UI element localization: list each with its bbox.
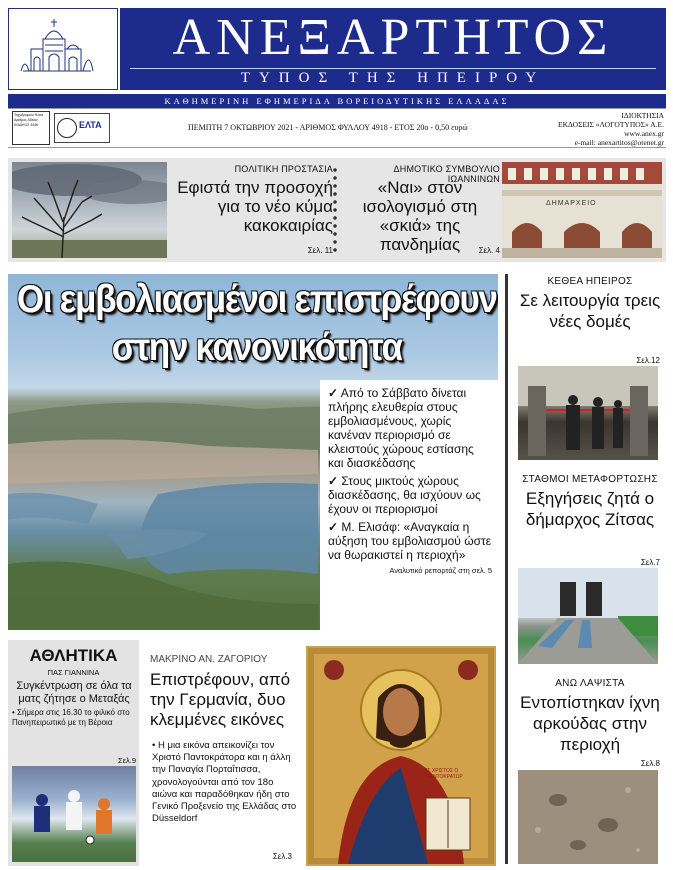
- story-summary: • Σήμερα στις 16.30 το φιλικό στο Πανηπειρωτικό με τη Βέροια: [12, 708, 130, 727]
- elta-stamp: [54, 113, 110, 143]
- story-kicker: ΣΤΑΘΜΟΙ ΜΕΤΑΦΟΡΤΩΣΗΣ: [522, 474, 658, 485]
- lead-story: [8, 274, 498, 630]
- stormy-sky-photo: [12, 162, 167, 258]
- sports-box: [8, 640, 139, 866]
- column-divider: [505, 274, 508, 864]
- story-headline[interactable]: Σε λειτουργία τρεις νέες δομές: [519, 291, 661, 331]
- top-stories-strip: [8, 158, 666, 262]
- story-kicker: ΜΑΚΡΙΝΟ ΑΝ. ΖΑΓΟΡΙΟΥ: [150, 654, 268, 665]
- masthead-rule: [130, 68, 656, 69]
- publisher-line: ΕΚΔΟΣΕΙΣ «ΛΟΓΟΤΥΠΟΣ» Α.Ε.: [558, 120, 664, 129]
- elta-label: ΕΛΤΑ: [79, 120, 102, 130]
- info-bar: [8, 108, 666, 148]
- story-kicker: ΑΝΩ ΛΑΨΙΣΤΑ: [555, 678, 625, 689]
- image-sign-text: ΔΗΜΑΡΧΕΙΟ: [546, 200, 597, 207]
- check-icon: ✓: [328, 386, 339, 400]
- story-kicker: ΔΗΜΟΤΙΚΟ ΣΥΜΒΟΥΛΙΟ ΙΩΑΝΝΙΝΩΝ: [393, 164, 500, 184]
- page-ref: Σελ.8: [640, 759, 660, 768]
- website-link[interactable]: www.anex.gr: [624, 129, 664, 138]
- christ-pantocrator-icon: [306, 646, 496, 866]
- story-headline[interactable]: Επιστρέφουν, από την Γερμανία, δυο κλεμμένες εικόνες: [150, 670, 291, 729]
- lead-bullets-box: [320, 380, 498, 630]
- page-ref: Σελ. 4: [478, 246, 500, 255]
- story-headline[interactable]: Εξηγήσεις ζητά ο δήμαρχος Ζίτσας: [525, 489, 655, 529]
- publisher-info: [478, 111, 664, 147]
- story-summary: • Η μια εικόνα απεικονίζει τον Χριστό Παντοκράτορα και η άλλη την Παναγία Πορταΐτισσα, χρονολογούνται από τον 18ο αιώνα και παραδόθηκαν ήδη στο Γενικό Προξενείο της Ελλάδας στο Düsseldorf: [152, 740, 297, 825]
- page-ref: Σελ.12: [636, 356, 660, 365]
- stamp-circle-icon: [57, 118, 77, 138]
- page-ref: Σελ. 11: [307, 246, 333, 255]
- dateline: ΠΕΜΠΤΗ 7 ΟΚΤΩΒΡΙΟΥ 2021 - ΑΡΙΘΜΟΣ ΦΥΛΛΟΥ 4918 - ΕΤΟΣ 20ο - 0,50 ευρώ: [188, 123, 468, 132]
- ribbon-cutting-photo: [518, 366, 658, 460]
- check-icon: ✓: [328, 520, 339, 534]
- page-ref: Σελ.3: [272, 852, 292, 861]
- bear-tracks-photo: [518, 770, 658, 864]
- check-icon: ✓: [328, 474, 339, 488]
- page-ref: Σελ.9: [118, 756, 136, 765]
- transfer-station-photo: [518, 568, 658, 664]
- newspaper-title: ΑΝΕΞΑΡΤΗΤΟΣ: [172, 9, 614, 66]
- page-ref: Σελ.7: [640, 558, 660, 567]
- lead-bullet: ✓ Στους μικτούς χώρους διασκέδασης, θα ισχύουν ως έχουν οι περιορισμοί: [328, 474, 481, 516]
- masthead: [8, 8, 666, 104]
- publisher-line: ΙΔΙΟΚΤΗΣΙΑ: [621, 111, 664, 120]
- email-link[interactable]: e-mail: anexartitos@otenet.gr: [574, 138, 664, 147]
- dotted-divider: [333, 166, 337, 256]
- town-hall-photo: [502, 162, 662, 258]
- page-ref: Αναλυτικό ρεπορτάζ στη σελ. 5: [389, 566, 492, 575]
- story-headline[interactable]: Εντοπίστηκαν ίχνη αρκούδας στην περιοχή: [520, 693, 660, 754]
- lead-bullet: ✓ Μ. Ελισάφ: «Αναγκαία η αύξηση του εμβολιασμού ώστε να θωρακιστεί η περιοχή»: [328, 520, 492, 562]
- story-headline[interactable]: «Ναι» στον ισολογισμό στη «σκιά» της πανδημίας: [362, 178, 478, 254]
- story-kicker: ΚΕΘΕΑ ΗΠΕΙΡΟΣ: [547, 276, 633, 287]
- newspaper-tagline: ΚΑΘΗΜΕΡΙΝΗ ΕΦΗΜΕΡΙΔΑ ΒΟΡΕΙΟΔΥΤΙΚΗΣ ΕΛΛΑΔΑΣ: [8, 94, 666, 108]
- lead-bullet: ✓ Από το Σάββατο δίνεται πλήρης ελευθερία στους εμβολιασμένους, χωρίς κανέναν περιορισμό σε κλειστούς χώρους εστίασης και διασκέδασης: [328, 386, 474, 470]
- icon-inscription: ΙΣ ΧΡΙΣΤΟΣ Ο ΠΑΝΤΟΚΡΑΤΩΡ: [426, 768, 463, 780]
- masthead-band: [120, 8, 666, 90]
- sports-section-title: ΑΘΛΗΤΙΚΑ: [29, 646, 118, 665]
- postage-box: Ταχυδρομείο Ηλεία Αριθμός Αδείας ΚΩΔΙΚΟΣ 4446: [12, 111, 50, 145]
- story-headline[interactable]: Συγκέντρωση σε όλα τα ματς ζήτησε ο Μεταξάς: [16, 680, 132, 705]
- story-headline[interactable]: Εφιστά την προσοχή για το νέο κύμα κακοκαιρίας: [177, 178, 333, 235]
- story-kicker: ΠΟΛΙΤΙΚΗ ΠΡΟΣΤΑΣΙΑ: [234, 164, 333, 174]
- football-match-photo: [12, 766, 136, 862]
- church-logo-icon: [8, 8, 118, 90]
- story-kicker: ΠΑΣ ΓΙΑΝΝΙΝΑ: [47, 668, 100, 677]
- lead-headline[interactable]: Οι εμβολιασμένοι επιστρέφουν στην κανονικότητα: [16, 278, 497, 369]
- newspaper-subtitle: ΤΥΠΟΣ ΤΗΣ ΗΠΕΙΡΟΥ: [240, 70, 546, 86]
